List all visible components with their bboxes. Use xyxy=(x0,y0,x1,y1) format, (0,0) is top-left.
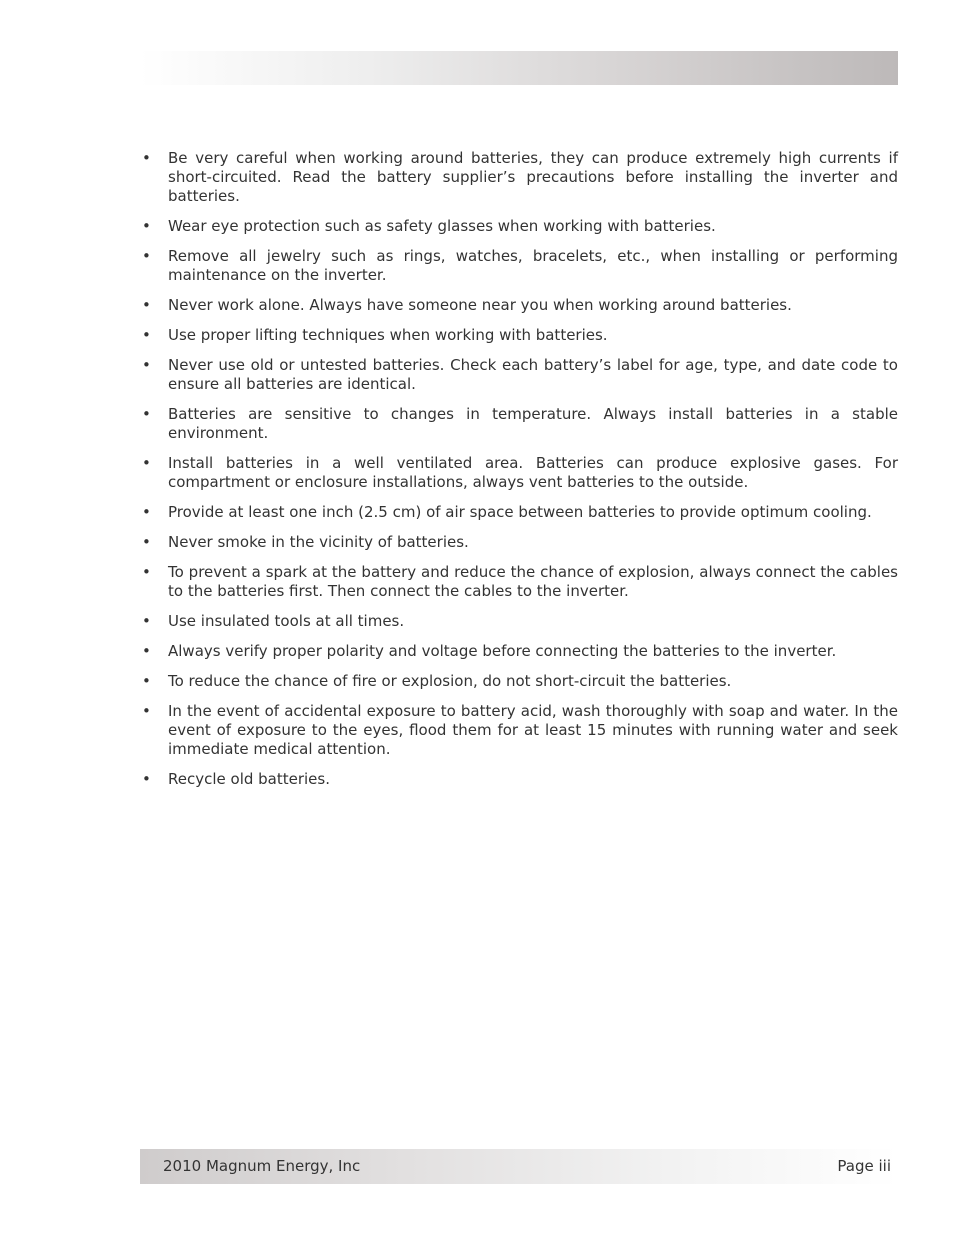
list-item xyxy=(140,405,898,443)
list-item xyxy=(140,702,898,759)
list-item xyxy=(140,503,898,522)
bullet-marker: • xyxy=(142,702,151,720)
page-number: Page iii xyxy=(837,1157,891,1175)
list-item xyxy=(140,356,898,394)
list-item-text: Use proper lifting techniques when working with batteries. xyxy=(168,326,608,344)
list-item xyxy=(140,454,898,492)
list-item-text: Be very careful when working around batteries, they can produce extremely high currents if short-circuited. Read the battery supplier’s precautions before installing the inverter and batteries. xyxy=(168,149,898,205)
list-item xyxy=(140,217,898,236)
list-item-text: To prevent a spark at the battery and reduce the chance of explosion, always connect the cables to the batteries first. Then connect the cables to the inverter. xyxy=(168,563,898,600)
list-item xyxy=(140,296,898,315)
list-item-text: Always verify proper polarity and voltage before connecting the batteries to the inverter. xyxy=(168,642,837,660)
list-item-text: Wear eye protection such as safety glasses when working with batteries. xyxy=(168,217,716,235)
bullet-marker: • xyxy=(142,642,151,660)
bullet-marker: • xyxy=(142,296,151,314)
bullet-marker: • xyxy=(142,454,151,472)
list-item xyxy=(140,770,898,789)
list-item-text: Install batteries in a well ventilated area. Batteries can produce explosive gases. For compartment or enclosure installations, always vent batteries to the outside. xyxy=(168,454,898,491)
list-item xyxy=(140,612,898,631)
list-item-text: Never smoke in the vicinity of batteries. xyxy=(168,533,469,551)
list-item-text: Batteries are sensitive to changes in temperature. Always install batteries in a stable environment. xyxy=(168,405,898,442)
bullet-marker: • xyxy=(142,770,151,788)
list-item-text: Recycle old batteries. xyxy=(168,770,330,788)
list-item-text: To reduce the chance of fire or explosion, do not short-circuit the batteries. xyxy=(168,672,732,690)
list-item xyxy=(140,672,898,691)
footer-copyright: 2010 Magnum Energy, Inc xyxy=(163,1157,361,1175)
list-item-text: Provide at least one inch (2.5 cm) of air space between batteries to provide optimum cooling. xyxy=(168,503,872,521)
bullet-marker: • xyxy=(142,533,151,551)
bullet-marker: • xyxy=(142,563,151,581)
list-item xyxy=(140,563,898,601)
list-item xyxy=(140,247,898,285)
footer-bar xyxy=(140,1149,898,1184)
bullet-marker: • xyxy=(142,149,151,167)
list-item-text: In the event of accidental exposure to battery acid, wash thoroughly with soap and water. In the event of exposure to the eyes, flood them for at least 15 minutes with running water and seek immediate medical attention. xyxy=(168,702,898,758)
bullet-marker: • xyxy=(142,672,151,690)
bullet-marker: • xyxy=(142,326,151,344)
bullet-marker: • xyxy=(142,356,151,374)
list-item-text: Never use old or untested batteries. Check each battery’s label for age, type, and date code to ensure all batteries are identical. xyxy=(168,356,898,393)
bullet-marker: • xyxy=(142,612,151,630)
bullet-marker: • xyxy=(142,405,151,423)
bullet-marker: • xyxy=(142,217,151,235)
bullet-marker: • xyxy=(142,247,151,265)
list-item-text: Remove all jewelry such as rings, watches, bracelets, etc., when installing or performing maintenance on the inverter. xyxy=(168,247,898,284)
list-item xyxy=(140,533,898,552)
list-item-text: Use insulated tools at all times. xyxy=(168,612,405,630)
list-item xyxy=(140,642,898,661)
bullet-marker: • xyxy=(142,503,151,521)
battery-safety-list xyxy=(140,149,898,800)
list-item xyxy=(140,326,898,345)
list-item xyxy=(140,149,898,206)
list-item-text: Never work alone. Always have someone near you when working around batteries. xyxy=(168,296,792,314)
header-bar xyxy=(140,51,898,85)
